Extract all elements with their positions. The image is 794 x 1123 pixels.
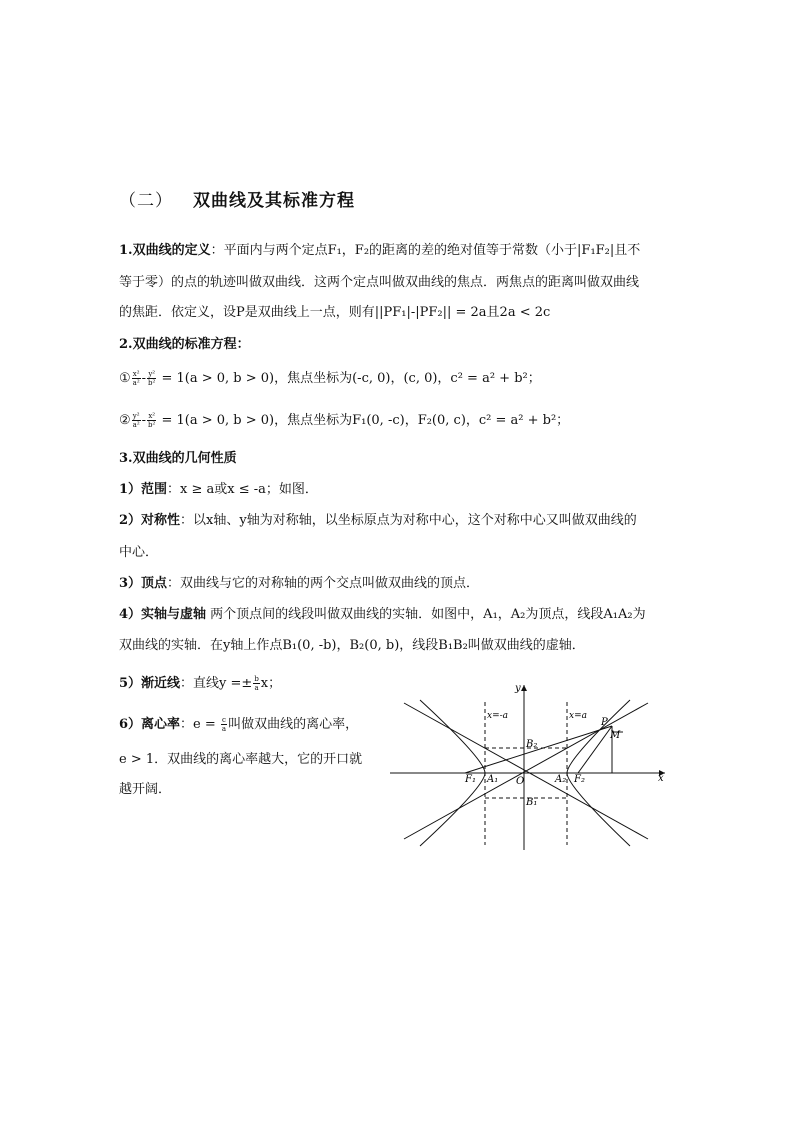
eccentricity-item-cont-2: 越开阔． — [119, 782, 172, 797]
eccentricity-item-cont: e > 1．双曲线的离心率越大，它的开口就 — [119, 752, 363, 767]
fraction-x2-b2: $\frac{\text{x²}}{\text{b²}}$ — [148, 412, 156, 429]
label-b2: B₂ — [526, 739, 538, 750]
fraction-y2-a2: $\frac{\text{y²}}{\text{a²}}$ — [132, 412, 140, 429]
fraction-b-a: $\frac{b}{a}$ — [254, 675, 259, 692]
equation-2-mark: ② — [119, 413, 131, 428]
definition-line-1 — [119, 243, 640, 259]
axes-item-cont: 双曲线的实轴．在y轴上作点B₁(0, -b)，B₂(0, b)，线段B₁B₂叫做双曲线的虚轴． — [119, 638, 585, 653]
label-x-pos-a: x=a — [569, 711, 587, 721]
x-axis-label: x — [658, 773, 664, 784]
fraction-c-a: $\frac{c}{a}$ — [221, 716, 227, 733]
definition-label: 1.双曲线的定义 — [119, 243, 211, 258]
asymptote-item: 5）渐近线：直线y =± $\frac{b}{a}$ x； — [119, 675, 282, 692]
section-heading — [119, 186, 355, 211]
y-axis-label: y — [515, 683, 521, 694]
label-m: M — [610, 730, 621, 741]
equation-2-text: = 1(a > 0, b > 0)，焦点坐标为F₁(0, -c)，F₂(0, c)，c² = a² + b²； — [157, 413, 570, 428]
standard-equation-heading: 2.双曲线的标准方程： — [119, 337, 250, 352]
label-a1: A₁ — [487, 774, 499, 785]
symmetry-item: 2）对称性：以x轴、y轴为对称轴，以坐标原点为对称中心，这个对称中心又叫做双曲线的 — [119, 513, 637, 528]
definition-text-1: ：平面内与两个定点F₁，F₂的距离的差的绝对值等于常数（小于|F₁F₂|且不 — [210, 243, 641, 258]
eccentricity-item: 6）离心率：e = $\frac{c}{a}$ 叫做双曲线的离心率， — [119, 716, 359, 733]
label-a2: A₂ — [555, 774, 567, 785]
section-title: 双曲线及其标准方程 — [193, 191, 355, 211]
fraction-x2-a2: $\frac{\text{x²}}{\text{a²}}$ — [132, 370, 140, 387]
equation-1-text: = 1(a > 0, b > 0)，焦点坐标为(-c, 0)，(c, 0)，c² = a² + b²； — [157, 371, 541, 386]
label-x-neg-a: x=-a — [487, 711, 509, 721]
label-p: P — [601, 717, 608, 728]
properties-heading: 3.双曲线的几何性质 — [119, 451, 237, 466]
y-axis-arrow — [521, 685, 527, 691]
definition-line-2: 等于零）的点的轨迹叫做双曲线．这两个定点叫做双曲线的焦点．两焦点的距离叫做双曲线 — [119, 275, 640, 290]
equation-2: ② $\frac{\text{y²}}{\text{a²}}$ - $\frac{\text{x²}}{\text{b²}}$ = 1(a > 0, b > 0)，焦点坐标为F₁(0, -c)，F₂(0, c)，c² = a² + b²； — [119, 412, 570, 429]
fraction-y2-b2: $\frac{\text{y²}}{\text{b²}}$ — [148, 370, 156, 387]
section-number: （二） — [119, 191, 173, 211]
range-item: 1）范围：x ≥ a或x ≤ -a；如图． — [119, 482, 318, 497]
symmetry-item-cont: 中心． — [119, 545, 159, 560]
label-f1: F₁ — [465, 774, 476, 785]
axes-item: 4）实轴与虚轴 两个顶点间的线段叫做双曲线的实轴．如图中，A₁，A₂为顶点，线段A₁A₂为 — [119, 607, 646, 622]
hyperbola-figure — [390, 680, 680, 855]
definition-line-3: 的焦距．依定义，设P是双曲线上一点，则有||PF₁|-|PF₂|| = 2a且2a < 2c — [119, 305, 551, 320]
vertex-item: 3）顶点：双曲线与它的对称轴的两个交点叫做双曲线的顶点． — [119, 576, 480, 591]
label-o: O — [516, 776, 525, 787]
label-b1: B₁ — [526, 797, 538, 808]
equation-1-mark: ① — [119, 371, 131, 386]
equation-1: ① $\frac{\text{x²}}{\text{a²}}$ - $\frac{\text{y²}}{\text{b²}}$ = 1(a > 0, b > 0)，焦点坐标为(-c, 0)，(c, 0)，c² = a² + b²； — [119, 370, 541, 387]
label-f2: F₂ — [574, 774, 585, 785]
